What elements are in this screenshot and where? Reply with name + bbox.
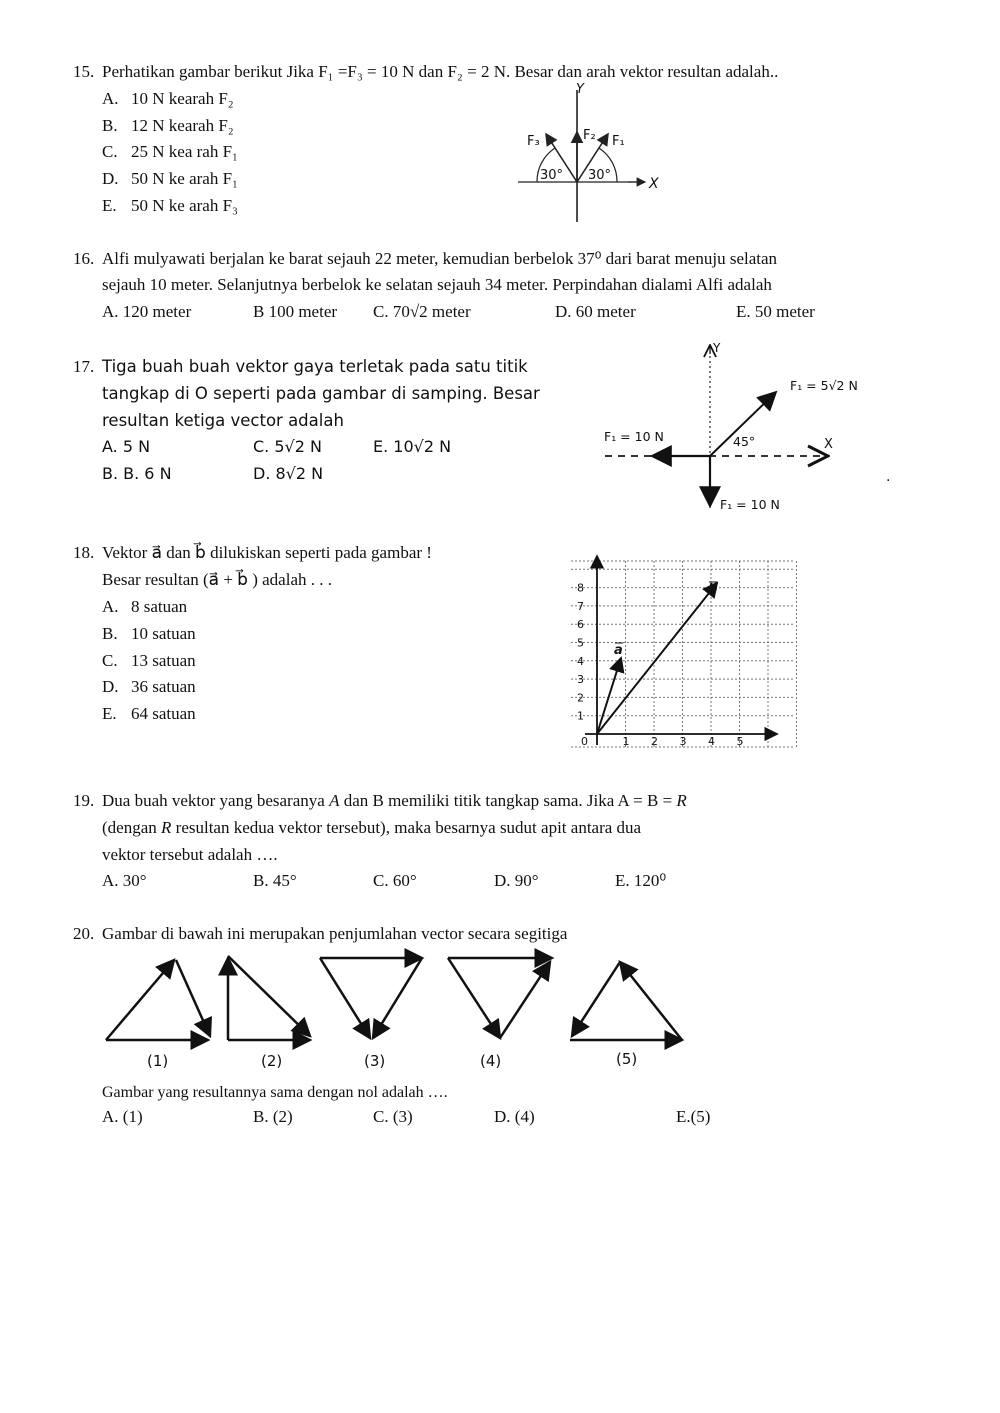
q20-option-c[interactable]: C. (3) [373, 1107, 413, 1126]
q16-line-2: sejauh 10 meter. Selanjutnya berbelok ke selatan sejauh 34 meter. Perpindahan dialami Alfi adalah [102, 275, 772, 294]
q16-option-d[interactable]: D. 60 meter [555, 302, 636, 321]
q18-option-a[interactable]: 8 satuan [131, 597, 188, 616]
q18-grid-figure [565, 553, 797, 753]
q18-option-b[interactable]: 10 satuan [131, 624, 196, 643]
q15-angle-left: 30° [540, 168, 564, 183]
q17-vector-figure [600, 340, 890, 520]
q18-line-1: Vektor a⃗ dan b⃗ dilukiskan seperti pada gambar ! [102, 543, 432, 562]
q20-label-2: (2) [261, 1052, 283, 1070]
q19-symbol-a: A [329, 791, 340, 810]
q15-option-b-letter: B. [102, 116, 118, 135]
q18-vector-a [597, 658, 621, 734]
q16-option-e[interactable]: E. 50 meter [736, 302, 815, 321]
q15-option-a-letter: A. [102, 89, 119, 108]
q15-x-label: X [649, 176, 659, 192]
q17-diag-force-label: F₁ = 5√2 N [790, 378, 858, 393]
q19-line-1-pre: Dua buah vektor yang besaranya [102, 791, 330, 810]
q17-line-3: resultan ketiga vector adalah [102, 411, 344, 430]
q15-number: 15. [73, 62, 95, 81]
q18-y-tick-label: 2 [577, 691, 584, 705]
q15-option-d[interactable]: 50 N ke arah F₁ [131, 169, 238, 188]
q18-y-tick-label: 5 [577, 636, 584, 650]
q20-option-b[interactable]: B. (2) [253, 1107, 293, 1126]
q18-x-tick-label: 3 [679, 735, 687, 748]
q15-option-c-letter: C. [102, 142, 118, 161]
q18-option-e-letter: E. [102, 704, 117, 723]
q20-label-4: (4) [480, 1052, 502, 1070]
q17-left-force-label: F₁ = 10 N [604, 429, 664, 444]
q18-option-a-letter: A. [102, 597, 119, 616]
q20-label-3: (3) [364, 1052, 386, 1070]
q15-vector-figure [510, 82, 680, 227]
q19-line-3: vektor tersebut adalah …. [102, 845, 278, 864]
q18-x-tick-label: 5 [736, 735, 744, 748]
q15-f2-label: F₂ [583, 128, 596, 143]
q18-vector-b-label: b [708, 582, 718, 597]
q19-symbol-r-2: R [161, 818, 172, 837]
q16-option-a[interactable]: A. 120 meter [102, 302, 192, 321]
q15-option-c[interactable]: 25 N kea rah F₁ [131, 142, 238, 161]
q15-angle-right: 30° [588, 168, 612, 183]
q16-option-b[interactable]: B 100 meter [253, 302, 338, 321]
q19-line-1-mid: dan B memiliki titik tangkap sama. Jika A = B = [339, 791, 677, 810]
q19-line-2-pre: (dengan [102, 818, 162, 837]
q17-number: 17. [73, 357, 95, 376]
q15-text: Perhatikan gambar berikut Jika F₁ =F₃ = 10 N dan F₂ = 2 N. Besar dan arah vektor resultan adalah.. [102, 62, 779, 81]
q19-option-b[interactable]: B. 45° [253, 871, 297, 890]
q19-symbol-r: R [676, 791, 687, 810]
q15-f1-label: F₁ [612, 134, 625, 149]
q15-option-e-letter: E. [102, 196, 117, 215]
q18-option-d-letter: D. [102, 677, 119, 696]
q18-x-tick-label: 2 [651, 735, 658, 748]
q19-line-2 [102, 818, 641, 838]
q20-option-e[interactable]: E.(5) [676, 1107, 711, 1126]
q20-triangle-4[interactable] [448, 958, 552, 1038]
q17-option-a[interactable]: A. 5 N [102, 437, 151, 456]
q17-angle-label: 45° [733, 434, 756, 449]
q18-option-e[interactable]: 64 satuan [131, 704, 196, 723]
q20-label-1: (1) [147, 1052, 169, 1070]
q15-y-label: Y [576, 82, 584, 97]
q20-triangles-figure [100, 948, 700, 1073]
q18-option-d[interactable]: 36 satuan [131, 677, 196, 696]
q20-triangle-3[interactable] [320, 958, 422, 1038]
q18-x-tick-label: 1 [622, 735, 630, 748]
q20-label-5: (5) [616, 1050, 638, 1068]
q18-x-tick-label: 0 [581, 735, 588, 748]
q15-option-b[interactable]: 12 N kearah F₂ [131, 116, 234, 135]
q19-line-2-post: resultan kedua vektor tersebut), maka besarnya sudut apit antara dua [171, 818, 642, 837]
q17-line-1: Tiga buah buah vektor gaya terletak pada satu titik [102, 357, 528, 376]
q18-y-tick-label: 4 [577, 654, 584, 668]
q18-number: 18. [73, 543, 95, 562]
q20-triangle-2[interactable] [228, 956, 310, 1040]
q18-y-tick-label: 6 [577, 618, 584, 632]
q18-y-tick-label: 7 [577, 599, 584, 613]
q17-option-c[interactable]: C. 5√2 N [253, 437, 322, 456]
q18-y-tick-label: 1 [577, 709, 584, 723]
q20-number: 20. [73, 924, 95, 943]
q19-option-c[interactable]: C. 60° [373, 871, 417, 890]
q16-number: 16. [73, 249, 95, 268]
q15-option-a[interactable]: 10 N kearah F₂ [131, 89, 234, 108]
q17-option-e[interactable]: E. 10√2 N [373, 437, 452, 456]
q19-option-a[interactable]: A. 30° [102, 871, 147, 890]
q17-x-label: X [824, 437, 833, 452]
q19-option-e[interactable]: E. 120⁰ [615, 871, 667, 890]
q17-stray-dot: . [886, 469, 891, 485]
q17-option-d[interactable]: D. 8√2 N [253, 464, 324, 483]
q16-option-c[interactable]: C. 70√2 meter [373, 302, 471, 321]
q19-option-d[interactable]: D. 90° [494, 871, 539, 890]
q15-f3-label: F₃ [527, 134, 540, 149]
q18-x-tick-label: 4 [708, 735, 715, 748]
q20-option-a[interactable]: A. (1) [102, 1107, 143, 1126]
q20-triangle-5[interactable] [570, 962, 682, 1040]
q18-option-c-letter: C. [102, 651, 118, 670]
q20-option-d[interactable]: D. (4) [494, 1107, 535, 1126]
q18-option-b-letter: B. [102, 624, 118, 643]
q18-y-tick-label: 3 [577, 673, 584, 687]
q18-grid-lines [571, 561, 797, 747]
q20-triangle-1[interactable] [106, 960, 210, 1040]
q19-number: 19. [73, 791, 95, 810]
q17-line-2: tangkap di O seperti pada gambar di samping. Besar [102, 384, 540, 403]
q15-option-d-letter: D. [102, 169, 119, 188]
q17-y-label: Y [713, 341, 721, 355]
q16-line-1: Alfi mulyawati berjalan ke barat sejauh 22 meter, kemudian berbelok 37⁰ dari barat menuju selatan [102, 249, 778, 268]
q17-down-force-label: F₁ = 10 N [720, 497, 780, 512]
q20-text: Gambar di bawah ini merupakan penjumlahan vector secara segitiga [102, 924, 568, 943]
q18-y-tick-label: 8 [577, 581, 584, 595]
q18-option-c[interactable]: 13 satuan [131, 651, 196, 670]
q18-line-2: Besar resultan (a⃗ + b⃗ ) adalah . . . [102, 570, 332, 589]
q17-option-b[interactable]: B. B. 6 N [102, 464, 172, 483]
q15-option-e[interactable]: 50 N ke arah F₃ [131, 196, 238, 215]
q20-question: Gambar yang resultannya sama dengan nol adalah …. [102, 1084, 448, 1101]
q19-line-1 [102, 791, 687, 811]
q18-vector-a-label: a [614, 643, 623, 658]
